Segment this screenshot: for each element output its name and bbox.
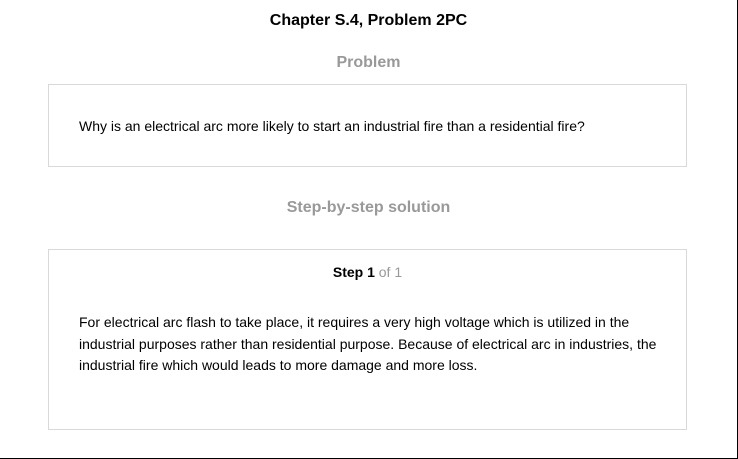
step-total: of 1 (374, 264, 403, 280)
problem-text: Why is an electrical arc more likely to start an industrial fire than a residential fire? (79, 118, 585, 134)
page-title: Chapter S.4, Problem 2PC (269, 12, 468, 29)
problem-heading: Problem (336, 54, 401, 71)
solution-heading: Step-by-step solution (286, 199, 451, 216)
problem-card (48, 84, 687, 167)
step-text: For electrical arc flash to take place, it requires a very high voltage which is utilized in the industrial purposes rather than residential purpose. Because of electrical arc in industries, the industrial fire which would leads to more damage and more loss. (79, 314, 657, 373)
step-header (49, 264, 686, 280)
step-card (48, 249, 687, 430)
step-label: Step 1 (332, 264, 375, 280)
